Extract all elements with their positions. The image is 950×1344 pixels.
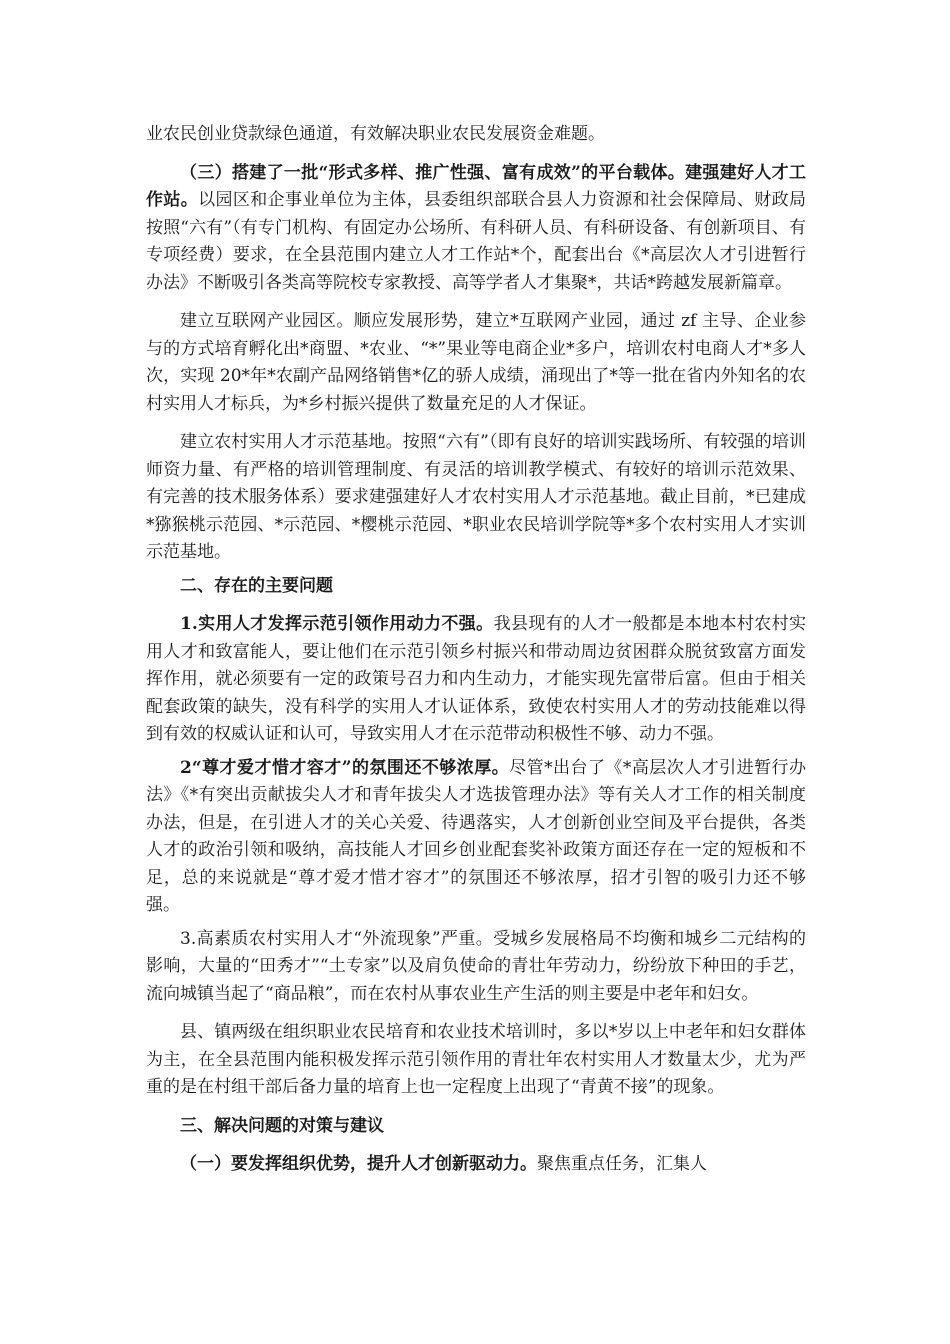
paragraph-demo-base (146, 429, 806, 567)
paragraph-text: 尽管*出台了《*高层次人才引进暂行办法》《*有突出贡献拔尖人才和青年拔尖人才选拔管理办法》等有关人才工作的相关制度办法，但是，在引进人才的关心关爱、待遇落实，人才创新创业空间及平台提供，各类人才的政治引领和吸纳，高技能人才回乡创业配套奖补政策方面还存在一定的短板和不足，总的来说就是“尊才爱才惜才容才”的氛围还不够浓厚，招才引智的吸引力还不够强。 (146, 757, 806, 915)
paragraph-lead: （一）要发挥组织优势，提升人才创新驱动力。 (180, 1154, 537, 1174)
section-heading-solutions: 三、解决问题的对策与建议 (180, 1115, 384, 1136)
paragraph-text: 以园区和企事业单位为主体，县委组织部联合县人力资源和社会保障局、财政局按照“六有”（有专门机构、有固定办公场所、有科研人员、有科研设备、有创新项目、有专项经费）要求，在全县范围内建立人才工作站*个，配套出台《*高层次人才引进暂行办法》不断吸引各类高等院校专家教授、高等学者人才集聚*，共话*跨越发展新篇章。 (146, 190, 807, 293)
paragraph-text: 建立农村实用人才示范基地。按照“六有”（即有良好的培训实践场所、有较强的培训师资力量、有严格的培训管理制度、有灵活的培训教学模式、有较好的培训示范效果、有完善的技术服务体系）要求建强建好人才农村实用人才示范基地。截止目前，*已建成*猕猴桃示范园、*示范园、*樱桃示范园、*职业农民培训学院等*多个农村实用人才实训示范基地。 (146, 432, 806, 562)
document-body (146, 121, 806, 1190)
paragraph-text: 聚焦重点任务，汇集人 (537, 1154, 707, 1174)
paragraph-internet-park (146, 308, 806, 418)
paragraph-solution-1 (146, 1151, 806, 1179)
paragraph-lead: 2“尊才爱才惜才容才”的氛围还不够浓厚。 (180, 757, 510, 778)
section-heading-problems: 二、存在的主要问题 (180, 575, 333, 596)
paragraph-lead: 1.实用人才发挥示范引领作用动力不强。 (180, 614, 494, 634)
paragraph-text: 3.高素质农村实用人才“外流现象”严重。受城乡发展格局不均衡和城乡二元结构的影响，大量的“田秀才”“土专家”以及肩负使命的青壮年劳动力，纷纷放下种田的手艺，流向城镇当起了“商品粮”，而在农村从事农业生产生活的则主要是中老年和妇女。 (146, 928, 806, 1004)
paragraph-text: 业农民创业贷款绿色通道，有效解决职业农民发展资金难题。 (146, 124, 605, 144)
paragraph-problem-2 (146, 755, 806, 920)
paragraph-problem-1 (146, 611, 806, 749)
paragraph-continuation (146, 121, 806, 149)
paragraph-lead: （三）搭建了一批“形式多样、推广性强、富有成效”的平台载体。建强建好人才工作站。 (146, 162, 806, 210)
paragraph-platform-carriers (146, 160, 806, 298)
paragraph-text: 县、镇两级在组织职业农民培育和农业技术培训时，多以*岁以上中老年和妇女群体为主，在全县范围内能积极发挥示范引领作用的青壮年农村实用人才数量太少，尤为严重的是在村组干部后备力量的培育上也一定程度上出现了“青黄不接”的现象。 (146, 1022, 806, 1097)
paragraph-problem-3 (146, 926, 806, 1009)
paragraph-text: 我县现有的人才一般都是本地本村农村实用人才和致富能人，要让他们在示范引领乡村振兴和带动周边贫困群众脱贫致富方面发挥作用，就必须要有一定的政策号召力和内生动力，才能实现先富带后富。但由于相关配套政策的缺失，没有科学的实用人才认证体系，致使农村实用人才的劳动技能难以得到有效的权威认证和认可，导致实用人才在示范带动积极性不够、动力不强。 (146, 614, 806, 744)
paragraph-county-town-training (146, 1019, 806, 1102)
paragraph-text: 建立互联网产业园区。顺应发展形势，建立*互联网产业园，通过 zf 主导、企业参与的方式培育孵化出*商盟、*农业、“*”果业等电商企业*多户，培训农村电商人才*多人次，实现 20*年*农副产品网络销售*亿的骄人成绩，涌现出了*等一批在省内外知名的农村实用人才标兵，为*乡村振兴提供了数量充足的人才保证。 (146, 311, 806, 414)
